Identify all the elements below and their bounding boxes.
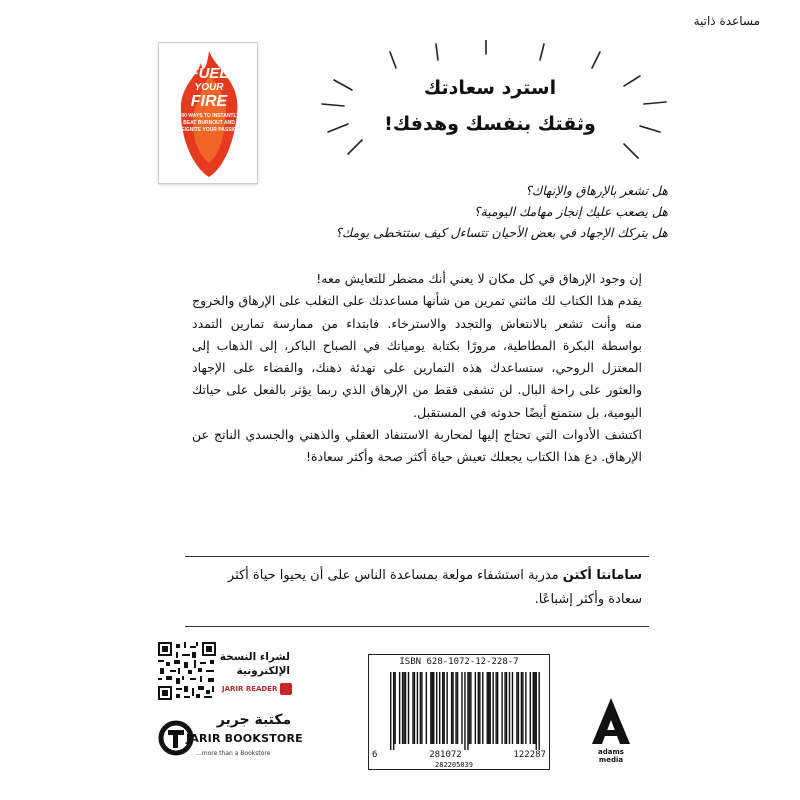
barcode-left-digits: 281072 xyxy=(429,750,462,760)
barcode-bar xyxy=(405,672,406,744)
barcode-bar xyxy=(469,672,470,744)
ebook-purchase-text xyxy=(218,650,290,678)
body-paragraph-3: اكتشف الأدوات التي تحتاج إليها لمحاربة الاستنفاد العقلي والذهني والجسدي الناتج عن الإرهاق. دع هذا الكتاب يجعلك تعيش حياة أكثر صحة وأكثر سعادة! xyxy=(192,427,642,465)
barcode-bar xyxy=(412,672,413,744)
jarir-tagline: ...more than a Bookstore xyxy=(196,750,271,757)
barcode-bar xyxy=(417,672,418,744)
barcode-bar xyxy=(525,672,526,744)
divider-bottom xyxy=(185,626,649,627)
barcode-bar xyxy=(457,672,458,744)
ebook-line-1: لشراء النسخة xyxy=(219,651,290,663)
barcode-bar xyxy=(464,672,465,750)
barcode-bar xyxy=(509,672,510,744)
publisher-line-2: media xyxy=(598,756,624,764)
barcode-bar xyxy=(533,672,534,744)
barcode-bar xyxy=(522,672,523,744)
barcode-bar xyxy=(452,672,453,744)
body-text xyxy=(192,268,642,469)
category-label: مساعدة ذاتية xyxy=(693,14,760,28)
barcode-bar xyxy=(420,672,421,744)
barcode-right-digits: 122287 xyxy=(513,750,546,760)
barcode-bar xyxy=(393,672,394,750)
barcode-bar xyxy=(442,672,443,744)
barcode-bar xyxy=(487,672,488,744)
ebook-line-2: الإلكترونية xyxy=(236,665,290,677)
barcode-bar xyxy=(446,672,447,744)
barcode-bar xyxy=(521,672,522,744)
barcode-bar xyxy=(433,672,434,744)
barcode-bar xyxy=(432,672,433,744)
barcode-bar xyxy=(403,672,404,744)
jarir-arabic-name: مكتبة جرير xyxy=(216,712,292,728)
barcode-bar xyxy=(461,672,462,744)
cover-subtitle: 200 WAYS TO INSTANTLY BEAT BURNOUT AND REIGNITE YOUR PASSION xyxy=(177,113,241,133)
barcode-bar xyxy=(426,672,427,744)
body-paragraph-1: إن وجود الإرهاق في كل مكان لا يعني أنك مضطر للتعايش معه! xyxy=(316,271,642,286)
question-3: هل يتركك الإجهاد في بعض الأحيان تتساءل كيف ستتخطى يومك؟ xyxy=(335,225,668,240)
headline-line-1: استرد سعادتك xyxy=(423,77,557,99)
book-cover-thumbnail xyxy=(158,42,258,184)
barcode-bar xyxy=(443,672,444,744)
barcode-bar xyxy=(504,672,505,744)
barcode-bar xyxy=(497,672,498,744)
divider-top xyxy=(185,556,649,557)
barcode-bar xyxy=(488,672,489,744)
jarir-english-name: JARIR BOOKSTORE xyxy=(186,732,303,745)
cover-title-2: YOUR xyxy=(194,82,224,93)
barcode-bar xyxy=(470,672,471,744)
question-list xyxy=(240,180,668,243)
author-name: سامانتا أكتن xyxy=(562,568,642,583)
cover-title-3: FIRE xyxy=(190,93,228,110)
barcode-bar xyxy=(490,672,491,744)
author-bio xyxy=(192,564,642,612)
headline xyxy=(300,70,680,142)
publisher-line-1: adams xyxy=(598,748,624,756)
barcode-bar xyxy=(501,672,502,744)
barcode-digits xyxy=(372,750,546,760)
barcode-bar xyxy=(436,672,437,744)
barcode-bar xyxy=(492,672,493,744)
qr-code[interactable] xyxy=(158,642,216,700)
jarir-reader-badge[interactable] xyxy=(222,682,294,696)
barcode-bar xyxy=(518,672,519,744)
barcode-bar xyxy=(506,672,507,744)
barcode-bar xyxy=(539,672,540,750)
barcode-bar xyxy=(394,672,395,744)
barcode-bar xyxy=(430,672,431,744)
barcode-bar xyxy=(402,672,403,744)
barcode-bar xyxy=(455,672,456,744)
barcode-sub-number: 282205039 xyxy=(435,761,473,769)
headline-line-2: وثقتك بنفسك وهدفك! xyxy=(384,113,596,135)
barcode-bar xyxy=(408,672,409,744)
barcode-bar xyxy=(467,672,468,750)
barcode-bar xyxy=(421,672,422,744)
barcode-bar xyxy=(512,672,513,744)
reader-book-icon xyxy=(280,683,292,695)
barcode-bar xyxy=(482,672,483,744)
barcode-bar xyxy=(530,672,531,744)
barcode-bar xyxy=(475,672,476,744)
barcode-bar xyxy=(534,672,535,744)
barcode-first-digit: 6 xyxy=(372,750,378,760)
barcode-bar xyxy=(516,672,517,744)
barcode-bar xyxy=(439,672,440,744)
barcode-bar xyxy=(495,672,496,744)
barcode-bar xyxy=(451,672,452,744)
barcode-bars xyxy=(390,672,540,750)
question-1: هل تشعر بالإرهاق والإنهاك؟ xyxy=(525,183,668,198)
question-2: هل يصعب عليك إنجاز مهامك اليومية؟ xyxy=(473,204,668,219)
barcode-bar xyxy=(414,672,415,744)
cover-title-1: FUEL xyxy=(189,65,229,82)
barcode-bar xyxy=(390,672,391,750)
body-paragraph-2: يقدم هذا الكتاب لك مائتي تمرين من شأنها مساعدتك على التغلب على الإرهاق والخروج منه وأنت تشعر بالانتعاش والتجدد والاسترخاء. فابتداء من ممارسة تمارين التمدد بواسطة البكرة المطاطية، مرورًا بكتابة يومياتك في الصباح الباكر، إلى الذهاب إلى المعتزل الروحي، ستساعدك هذه التمارين على تهدئة ذهنك، والقضاء على الإجهاد والعثور على راحة البال. لن تشفى فقط من الإرهاق الذي ربما يؤثر بالفعل على حياتك اليومية، بل ستمنع أيضًا حدوثه في المستقبل. xyxy=(192,293,642,420)
barcode-bar xyxy=(478,672,479,744)
author-description: مدربة استشفاء مولعة بمساعدة الناس على أن يحيوا حياة أكثر سعادة وأكثر إشباعًا. xyxy=(227,568,642,607)
barcode-bar xyxy=(536,672,537,750)
barcode-bar xyxy=(399,672,400,744)
publisher-name xyxy=(587,748,635,764)
jarir-reader-label: JARIR READER xyxy=(222,685,278,693)
barcode-bar xyxy=(479,672,480,744)
isbn-number: ISBN 628-1072-12-228-7 xyxy=(399,657,519,667)
